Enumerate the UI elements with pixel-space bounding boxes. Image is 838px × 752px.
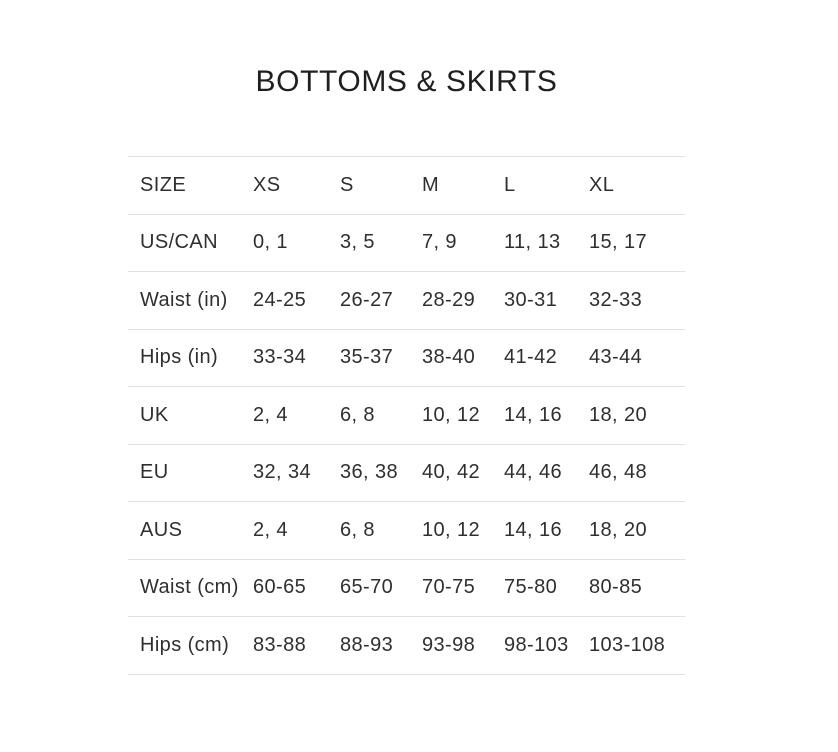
size-value-cell: 83-88 — [253, 617, 340, 675]
row-label: AUS — [128, 502, 253, 560]
size-value-cell: 26-27 — [340, 272, 422, 330]
size-value-cell: 10, 12 — [422, 502, 504, 560]
row-label: EU — [128, 444, 253, 502]
size-value-cell: 11, 13 — [504, 214, 589, 272]
size-value-cell: 32, 34 — [253, 444, 340, 502]
row-label: US/CAN — [128, 214, 253, 272]
size-value-cell: 0, 1 — [253, 214, 340, 272]
column-header-m: M — [422, 157, 504, 215]
table-header-row — [128, 157, 685, 215]
column-header-xl: XL — [589, 157, 685, 215]
table-row-hips-cm — [128, 617, 685, 675]
size-value-cell: 10, 12 — [422, 387, 504, 445]
size-value-cell: 60-65 — [253, 559, 340, 617]
size-value-cell: 75-80 — [504, 559, 589, 617]
size-value-cell: 32-33 — [589, 272, 685, 330]
size-value-cell: 18, 20 — [589, 387, 685, 445]
size-value-cell: 46, 48 — [589, 444, 685, 502]
table-row-waist-cm — [128, 559, 685, 617]
size-value-cell: 80-85 — [589, 559, 685, 617]
size-value-cell: 7, 9 — [422, 214, 504, 272]
size-value-cell: 28-29 — [422, 272, 504, 330]
table-row-waist-in — [128, 272, 685, 330]
size-chart-table — [128, 156, 685, 675]
table-row-us-can — [128, 214, 685, 272]
table-row-uk — [128, 387, 685, 445]
row-label: Hips (cm) — [128, 617, 253, 675]
size-value-cell: 36, 38 — [340, 444, 422, 502]
size-value-cell: 43-44 — [589, 329, 685, 387]
size-value-cell: 88-93 — [340, 617, 422, 675]
size-value-cell: 70-75 — [422, 559, 504, 617]
size-value-cell: 3, 5 — [340, 214, 422, 272]
size-value-cell: 14, 16 — [504, 387, 589, 445]
size-value-cell: 6, 8 — [340, 502, 422, 560]
size-value-cell: 98-103 — [504, 617, 589, 675]
column-header-l: L — [504, 157, 589, 215]
size-value-cell: 41-42 — [504, 329, 589, 387]
column-header-s: S — [340, 157, 422, 215]
size-value-cell: 93-98 — [422, 617, 504, 675]
table-row-hips-in — [128, 329, 685, 387]
column-header-size: SIZE — [128, 157, 253, 215]
size-value-cell: 18, 20 — [589, 502, 685, 560]
page-title: BOTTOMS & SKIRTS — [255, 65, 558, 98]
size-value-cell: 35-37 — [340, 329, 422, 387]
size-value-cell: 24-25 — [253, 272, 340, 330]
table-row-eu — [128, 444, 685, 502]
size-value-cell: 65-70 — [340, 559, 422, 617]
size-value-cell: 15, 17 — [589, 214, 685, 272]
size-value-cell: 40, 42 — [422, 444, 504, 502]
size-value-cell: 2, 4 — [253, 502, 340, 560]
size-value-cell: 33-34 — [253, 329, 340, 387]
size-value-cell: 103-108 — [589, 617, 685, 675]
size-value-cell: 2, 4 — [253, 387, 340, 445]
size-value-cell: 14, 16 — [504, 502, 589, 560]
table-row-aus — [128, 502, 685, 560]
row-label: UK — [128, 387, 253, 445]
size-value-cell: 38-40 — [422, 329, 504, 387]
column-header-xs: XS — [253, 157, 340, 215]
row-label: Hips (in) — [128, 329, 253, 387]
row-label: Waist (cm) — [128, 559, 253, 617]
size-value-cell: 30-31 — [504, 272, 589, 330]
size-value-cell: 6, 8 — [340, 387, 422, 445]
size-value-cell: 44, 46 — [504, 444, 589, 502]
row-label: Waist (in) — [128, 272, 253, 330]
